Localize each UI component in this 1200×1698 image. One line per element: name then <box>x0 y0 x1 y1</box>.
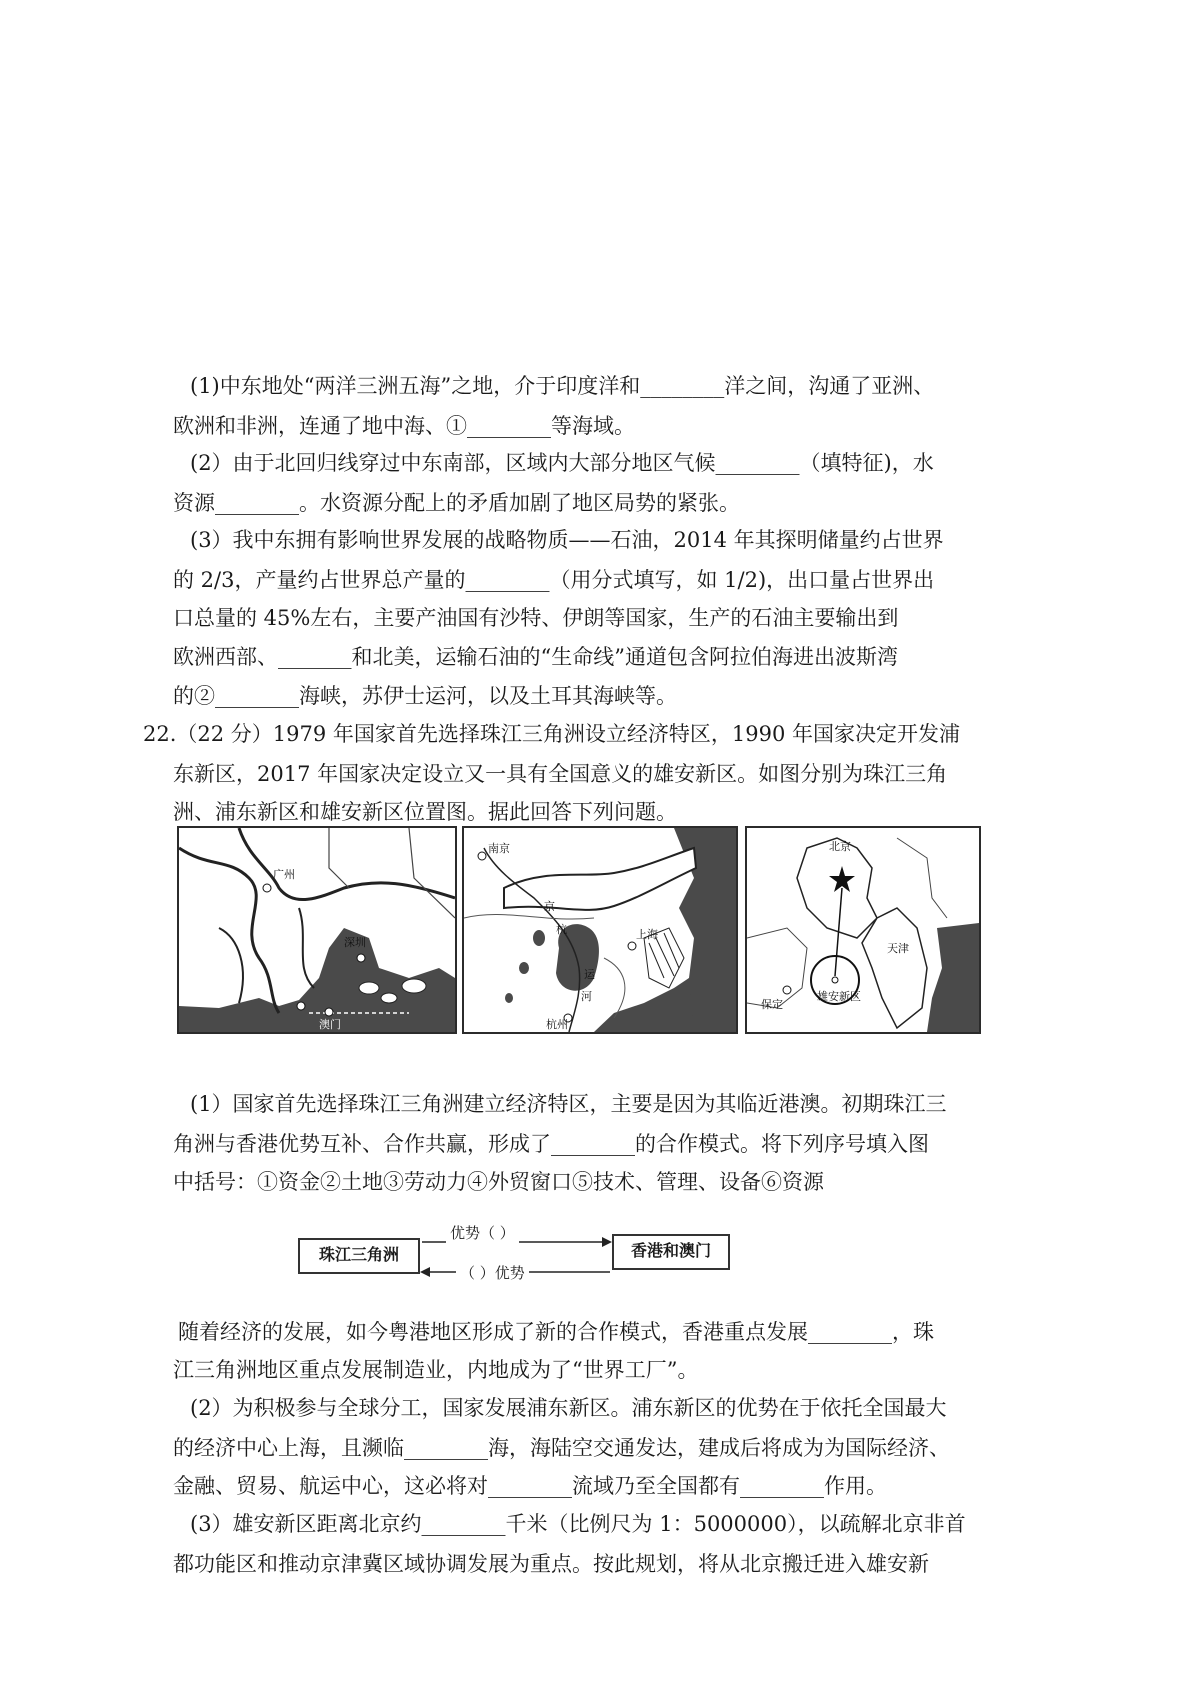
q22-p1-line3: 中括号：①资金②土地③劳动力④外贸窗口⑤技术、管理、设备⑥资源 <box>173 1170 824 1194</box>
label-yun: 运 <box>584 968 595 981</box>
label-jing: 京 <box>544 900 555 913</box>
arrow-label-bottom: （ ）优势 <box>456 1262 529 1283</box>
map-pearl-river-delta <box>177 826 457 1034</box>
q21-p2-line1: (2）由于北回归线穿过中东南部，区域内大部分地区气候________（填特征)，水 <box>190 451 934 475</box>
q21-p2-line2: 资源________。水资源分配上的矛盾加剧了地区局势的紧张。 <box>173 491 740 515</box>
box-pearl-river-delta: 珠江三角洲 <box>298 1238 420 1274</box>
q22-intro-line3: 洲、浦东新区和雄安新区位置图。据此回答下列问题。 <box>173 800 677 824</box>
label-hang: 杭 <box>556 923 567 936</box>
q22-p2-line3: 金融、贸易、航运中心，这必将对________流域乃至全国都有________作用。 <box>173 1474 887 1498</box>
q21-p3-line3: 口总量的 45%左右，主要产油国有沙特、伊朗等国家，生产的石油主要输出到 <box>173 606 899 630</box>
label-shenzhen: 深圳 <box>344 936 366 949</box>
q22-intro-line1: 22.（22 分）1979 年国家首先选择珠江三角洲设立经济特区，1990 年国家决定开发浦 <box>143 722 961 746</box>
map-pudong <box>462 826 738 1034</box>
map-xiongan <box>745 826 981 1034</box>
q21-p1-line1: (1)中东地处“两洋三洲五海”之地，介于印度洋和________洋之间，沟通了亚洲、 <box>190 374 935 398</box>
q22-p1b-line1: 随着经济的发展，如今粤港地区形成了新的合作模式，香港重点发展________，珠 <box>178 1320 934 1344</box>
q21-p3-line1: (3）我中东拥有影响世界发展的战略物质——石油，2014 年其探明储量约占世界 <box>190 528 944 552</box>
label-tianjin: 天津 <box>887 942 909 955</box>
box-hk-macau: 香港和澳门 <box>612 1234 730 1270</box>
label-hangzhou: 杭州 <box>546 1018 568 1031</box>
q21-p1-line2: 欧洲和非洲，连通了地中海、①________等海域。 <box>173 414 635 438</box>
q22-intro-line2: 东新区，2017 年国家决定设立又一具有全国意义的雄安新区。如图分别为珠江三角 <box>173 762 948 786</box>
q22-p3-line1: (3）雄安新区距离北京约________千米（比例尺为 1：5000000），以疏解北京非首 <box>190 1512 966 1536</box>
label-macau: 澳门 <box>319 1018 341 1031</box>
label-beijing: 北京 <box>829 840 851 853</box>
label-shanghai: 上海 <box>636 928 658 941</box>
label-xiongan: 雄安新区 <box>817 990 861 1003</box>
q22-p1-line2: 角洲与香港优势互补、合作共赢，形成了________的合作模式。将下列序号填入图 <box>173 1132 929 1156</box>
q22-p1-line1: (1）国家首先选择珠江三角洲建立经济特区，主要是因为其临近港澳。初期珠江三 <box>190 1092 947 1116</box>
label-zhuhai: 珠海 <box>279 988 301 1001</box>
q21-p3-line5: 的②________海峡，苏伊士运河，以及土耳其海峡等。 <box>173 684 677 708</box>
q21-p3-line2: 的 2/3，产量约占世界总产量的________（用分式填写，如 1/2)，出口量占世界出 <box>173 568 935 592</box>
q22-p2-line1: (2）为积极参与全球分工，国家发展浦东新区。浦东新区的优势在于依托全国最大 <box>190 1396 947 1420</box>
q21-p3-line4: 欧洲西部、_______和北美，运输石油的“生命线”通道包含阿拉伯海进出波斯湾 <box>173 645 898 669</box>
label-baoding: 保定 <box>761 998 783 1011</box>
q22-p2-line2: 的经济中心上海，且濒临________海，海陆空交通发达，建成后将成为为国际经济、 <box>173 1436 950 1460</box>
q22-p1b-line2: 江三角洲地区重点发展制造业，内地成为了“世界工厂”。 <box>173 1358 699 1382</box>
label-he: 河 <box>581 990 592 1003</box>
arrow-label-top: 优势（ ） <box>446 1222 519 1243</box>
q22-p3-line2: 都功能区和推动京津冀区域协调发展为重点。按此规划，将从北京搬迁进入雄安新 <box>173 1552 929 1576</box>
label-guangzhou: 广州 <box>273 868 295 881</box>
label-nanjing: 南京 <box>488 842 510 855</box>
